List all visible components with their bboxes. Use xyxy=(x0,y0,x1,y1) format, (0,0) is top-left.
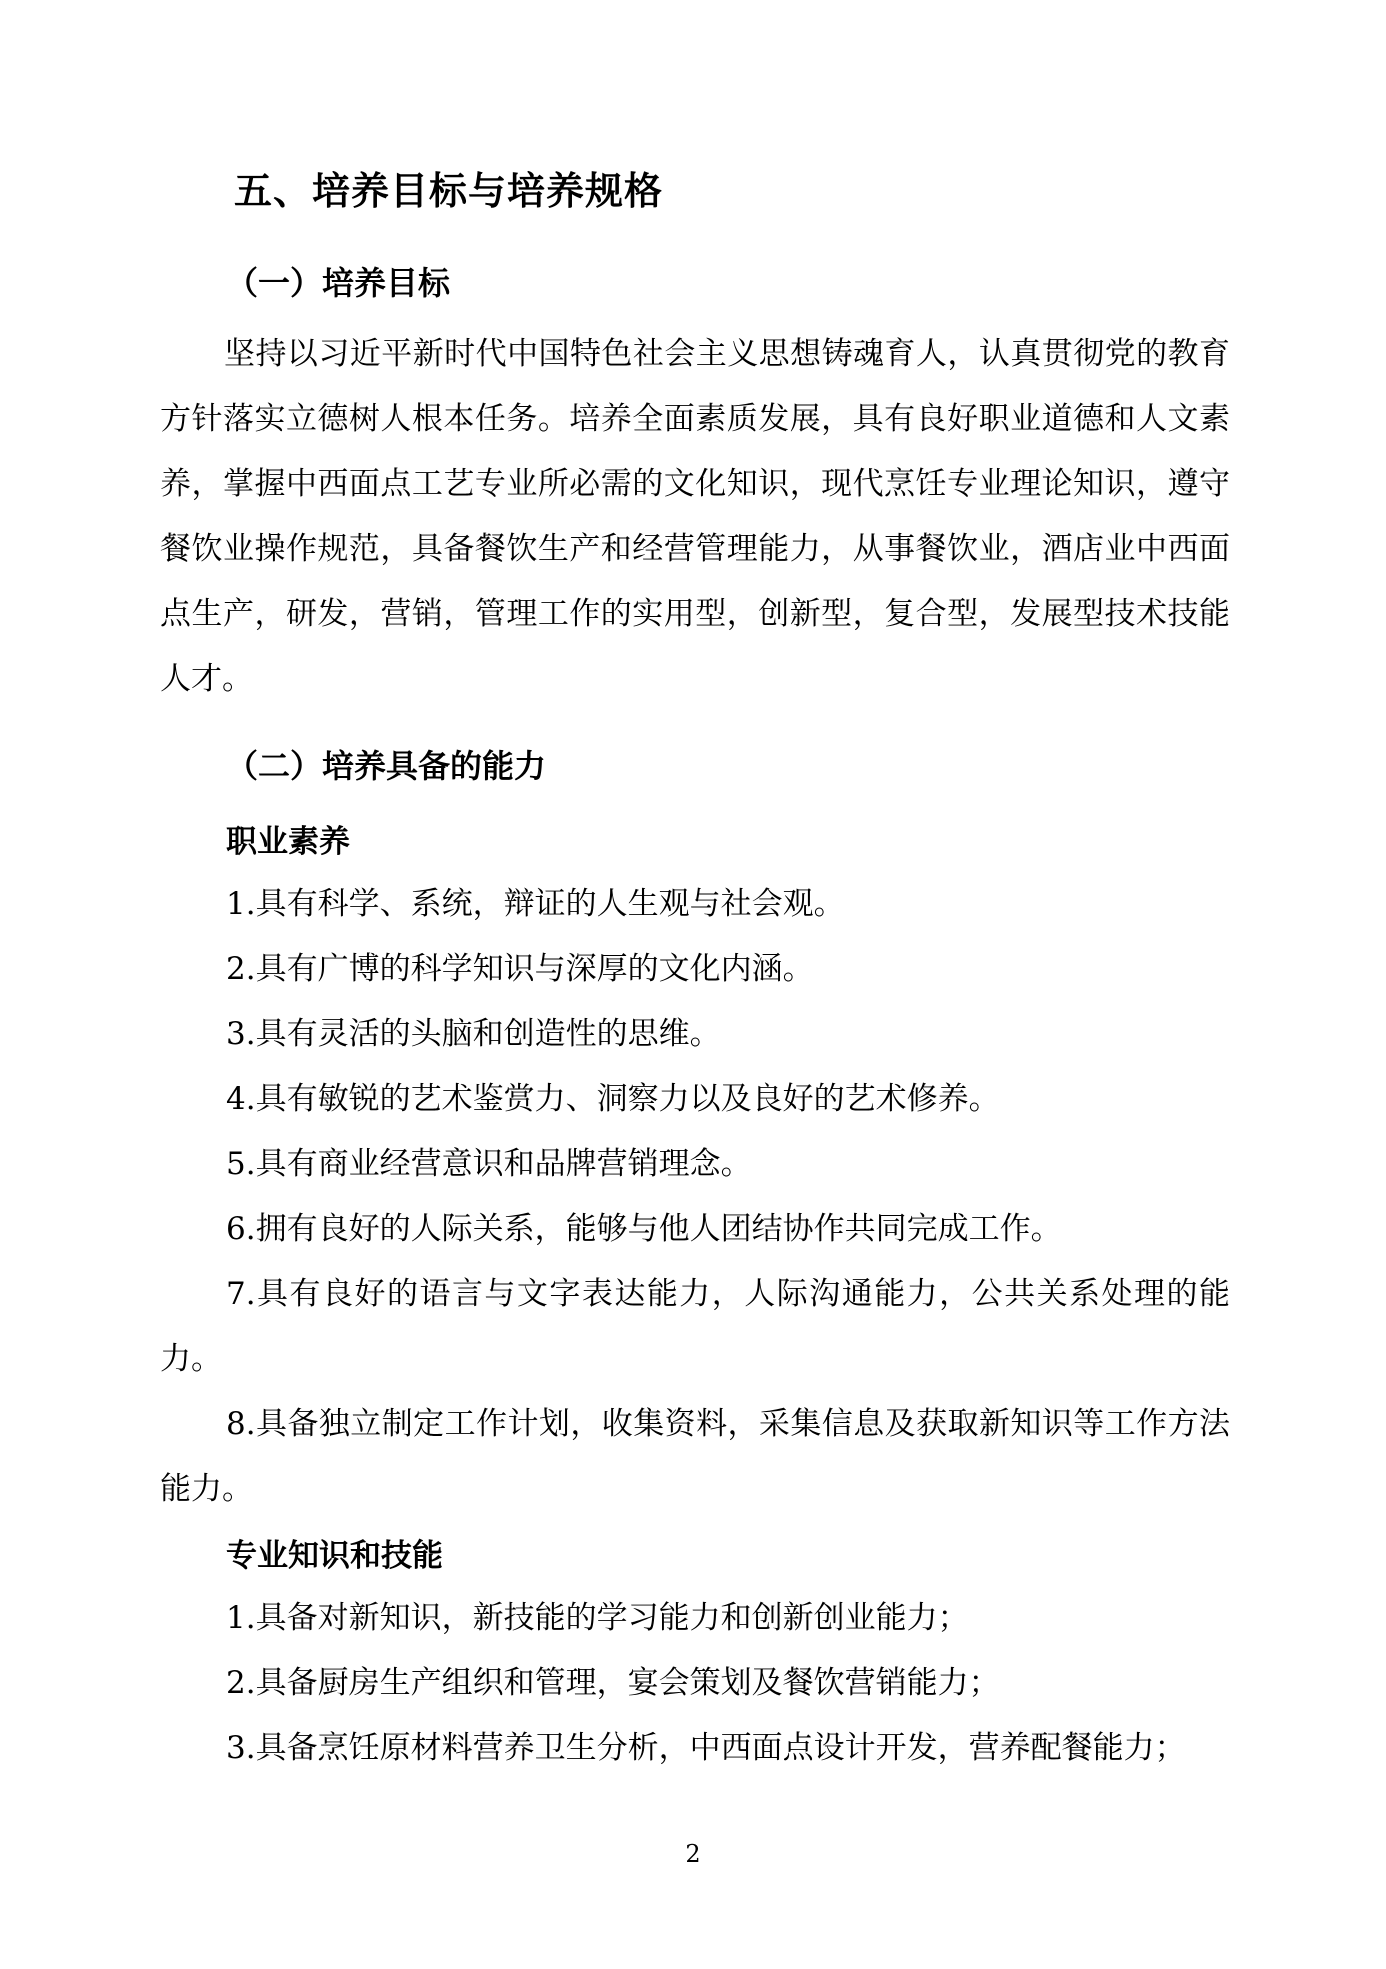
quality-item-1: 1.具有科学、系统，辩证的人生观与社会观。 xyxy=(226,886,845,922)
professional-quality-heading: 职业素养 xyxy=(226,824,350,860)
skill-item-3: 3.具备烹饪原材料营养卫生分析，中西面点设计开发，营养配餐能力； xyxy=(226,1730,1186,1766)
section-title: 五、培养目标与培养规格 xyxy=(234,168,664,213)
quality-item-6: 6.拥有良好的人际关系，能够与他人团结协作共同完成工作。 xyxy=(226,1211,1062,1247)
skill-item-2: 2.具备厨房生产组织和管理，宴会策划及餐饮营销能力； xyxy=(226,1665,1000,1701)
quality-item-4: 4.具有敏锐的艺术鉴赏力、洞察力以及良好的艺术修养。 xyxy=(226,1081,1000,1117)
quality-item-2: 2.具有广博的科学知识与深厚的文化内涵。 xyxy=(226,951,814,987)
quality-item-7: 7.具有良好的语言与文字表达能力，人际沟通能力，公共关系处理的能力。 xyxy=(160,1276,1230,1377)
abilities-heading: （二）培养具备的能力 xyxy=(226,747,547,785)
quality-item-8: 8.具备独立制定工作计划，收集资料，采集信息及获取新知识等工作方法能力。 xyxy=(160,1406,1230,1507)
knowledge-skills-heading: 专业知识和技能 xyxy=(226,1538,443,1574)
quality-item-5: 5.具有商业经营意识和品牌营销理念。 xyxy=(226,1146,752,1182)
page-number: 2 xyxy=(685,1840,701,1868)
goal-paragraph: 坚持以习近平新时代中国特色社会主义思想铸魂育人，认真贯彻党的教育方针落实立德树人根本任务。培养全面素质发展，具有良好职业道德和人文素养，掌握中西面点工艺专业所必需的文化知识，现代烹饪专业理论知识，遵守餐饮业操作规范，具备餐饮生产和经营管理能力，从事餐饮业，酒店业中西面点生产，研发，营销，管理工作的实用型，创新型，复合型，发展型技术技能人才。 xyxy=(160,336,1230,697)
goal-heading: （一）培养目标 xyxy=(226,264,451,302)
quality-item-3: 3.具有灵活的头脑和创造性的思维。 xyxy=(226,1016,721,1052)
skill-item-1: 1.具备对新知识，新技能的学习能力和创新创业能力； xyxy=(226,1600,969,1636)
